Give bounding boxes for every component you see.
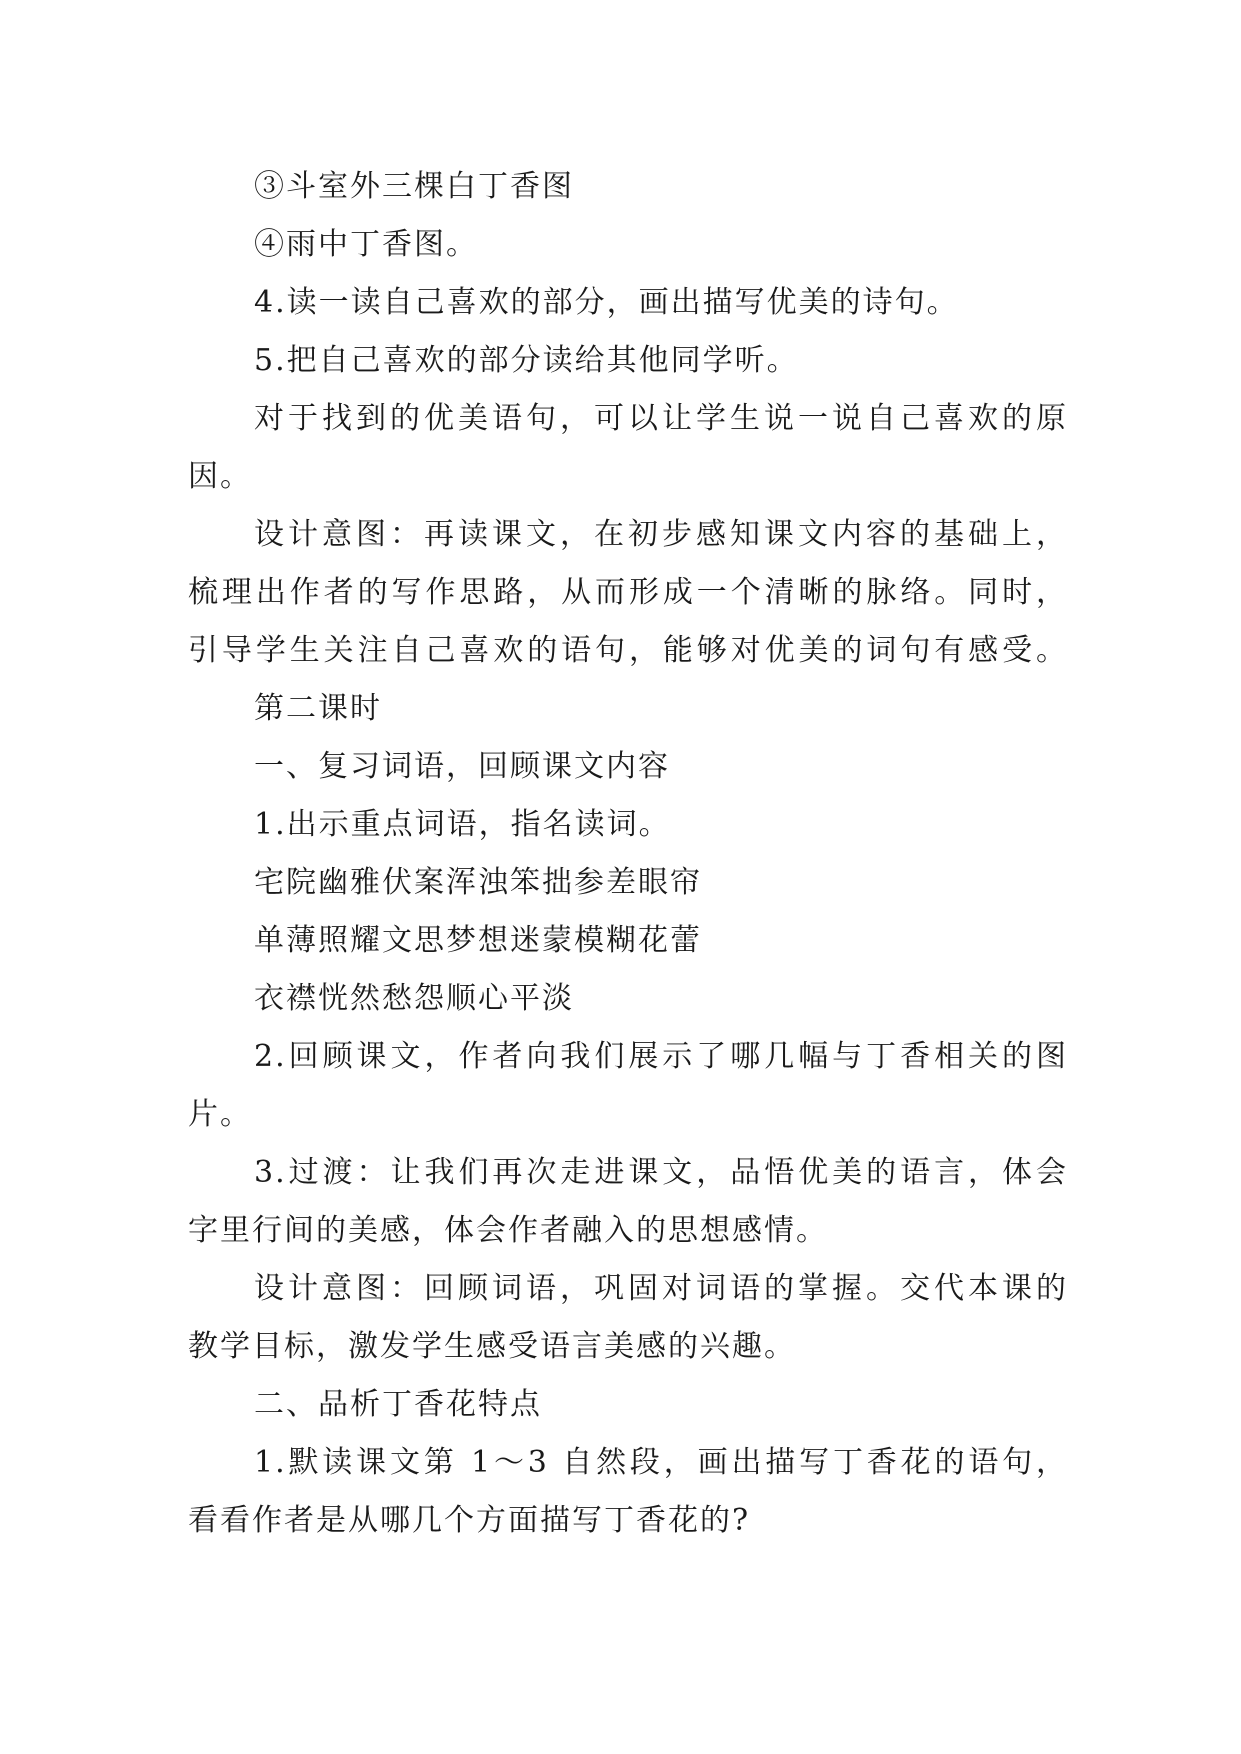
text-line: 看看作者是从哪几个方面描写丁香花的? <box>188 1503 751 1538</box>
word-list-line: 单薄照耀文思梦想迷蒙模糊花蕾 <box>254 923 702 958</box>
document-body <box>188 158 1068 1550</box>
text-line: 教学目标，激发学生感受语言美感的兴趣。 <box>188 1329 796 1364</box>
word-list-line: 衣襟恍然愁怨顺心平淡 <box>254 981 574 1016</box>
text-line: 5.把自己喜欢的部分读给其他同学听。 <box>254 343 799 378</box>
section-heading: 一、复习词语，回顾课文内容 <box>254 749 670 784</box>
text-line: 梳理出作者的写作思路，从而形成一个清晰的脉络。同时， <box>188 575 1068 610</box>
text-line: 3.过渡：让我们再次走进课文，品悟优美的语言，体会 <box>254 1155 1068 1190</box>
section-heading: 第二课时 <box>254 691 382 726</box>
text-line: ④雨中丁香图。 <box>254 227 478 262</box>
text-line: 引导学生关注自己喜欢的语句，能够对优美的词句有感受。 <box>188 633 1068 668</box>
text-line: 因。 <box>188 459 252 494</box>
section-heading: 二、品析丁香花特点 <box>254 1387 542 1422</box>
text-line: 2.回顾课文，作者向我们展示了哪几幅与丁香相关的图 <box>254 1039 1068 1074</box>
text-line: 片。 <box>188 1097 252 1132</box>
text-line: 设计意图：回顾词语，巩固对词语的掌握。交代本课的 <box>254 1271 1068 1306</box>
text-line: 1.出示重点词语，指名读词。 <box>254 807 671 842</box>
text-line: 字里行间的美感，体会作者融入的思想感情。 <box>188 1213 828 1248</box>
text-line: 对于找到的优美语句，可以让学生说一说自己喜欢的原 <box>254 401 1068 436</box>
word-list-line: 宅院幽雅伏案浑浊笨拙参差眼帘 <box>254 865 702 900</box>
text-line: ③斗室外三棵白丁香图 <box>254 169 574 204</box>
text-line: 1.默读课文第 1～3 自然段，画出描写丁香花的语句， <box>254 1445 1068 1480</box>
text-line: 4.读一读自己喜欢的部分，画出描写优美的诗句。 <box>254 285 959 320</box>
text-line: 设计意图：再读课文，在初步感知课文内容的基础上， <box>254 517 1068 552</box>
